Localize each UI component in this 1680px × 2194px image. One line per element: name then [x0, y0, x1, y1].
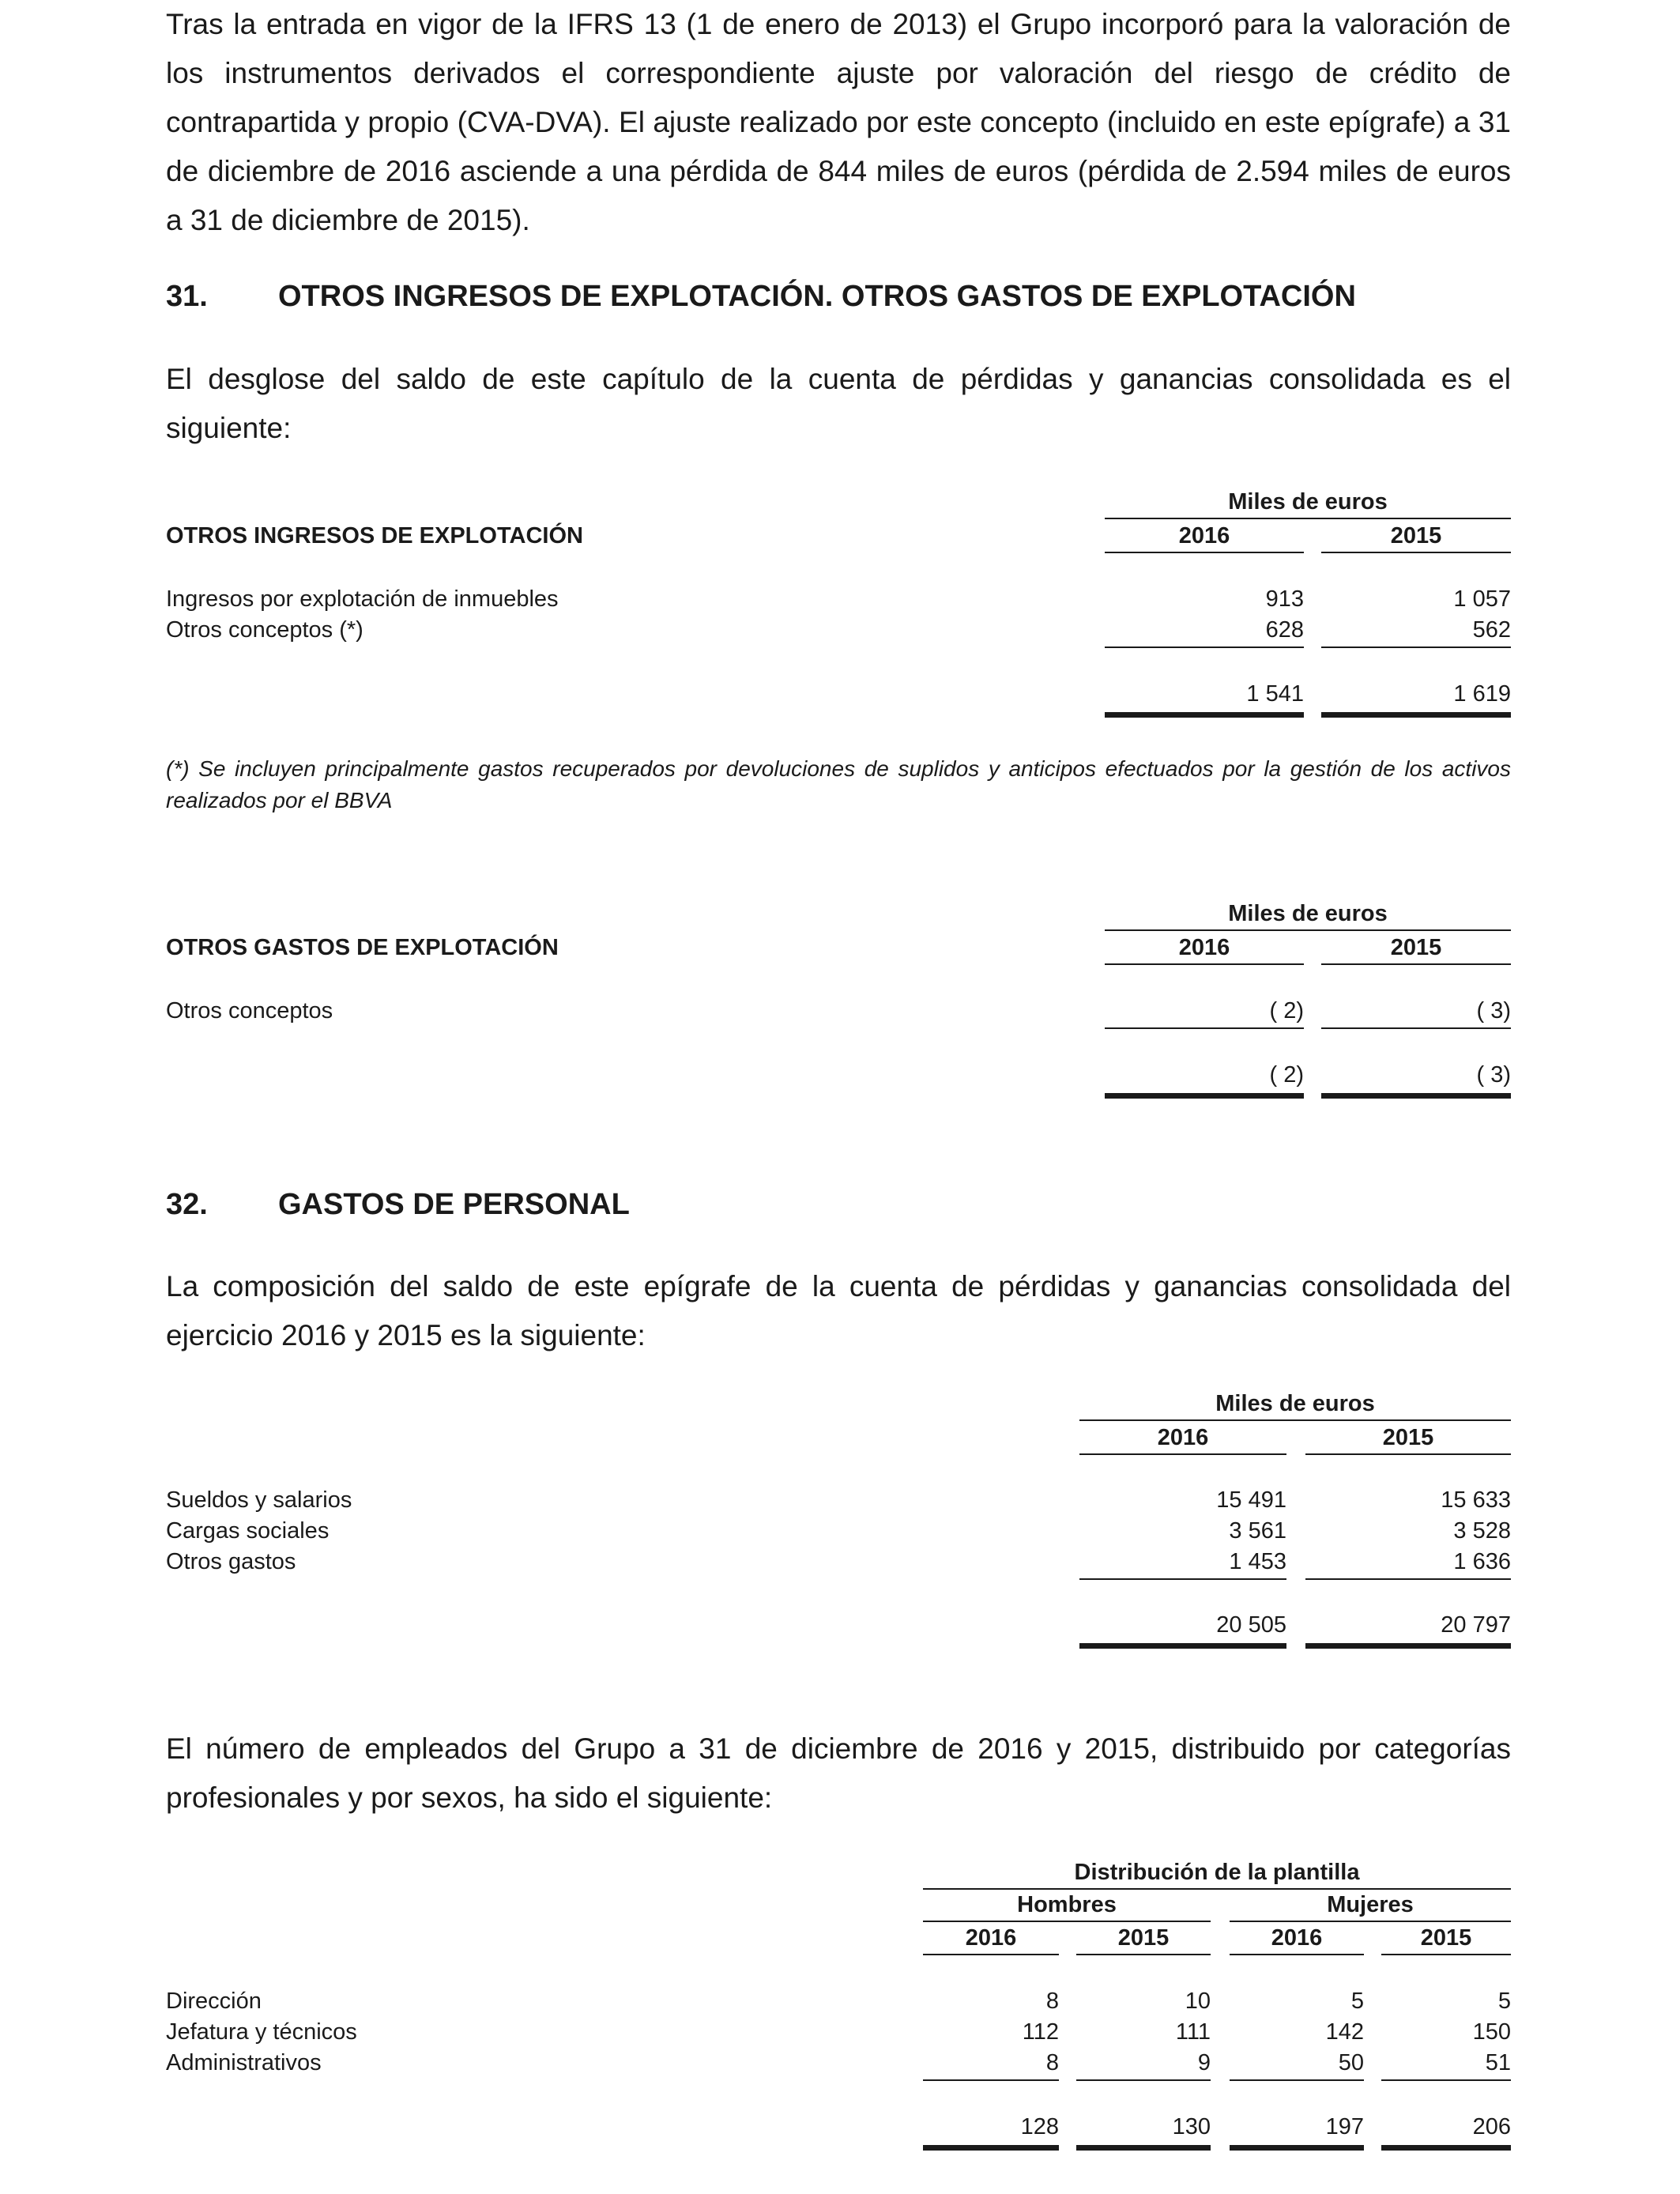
- year-rule: [1321, 552, 1511, 553]
- year-2015-header: 2015: [1390, 523, 1442, 548]
- section-32-paragraph: La composición del saldo de este epígrafe de la cuenta de pérdidas y ganancias consolidada del ejercicio 2016 y 2015 es la siguiente:: [166, 1270, 1511, 1351]
- year-rule: [1381, 1954, 1511, 1955]
- row-label: Otros gastos: [166, 1549, 296, 1574]
- year-rule: [1105, 963, 1304, 965]
- row-label: Sueldos y salarios: [166, 1487, 352, 1513]
- total-2015: ( 3): [1476, 1062, 1511, 1088]
- subtotal-rule: [1305, 1578, 1511, 1580]
- row-label: Cargas sociales: [166, 1518, 330, 1544]
- total-value: 130: [1172, 2114, 1211, 2139]
- year-2015-header: 2015: [1390, 935, 1442, 960]
- row-value-2015: 1 636: [1453, 1549, 1511, 1574]
- year-rule: [1076, 1954, 1211, 1955]
- row-value: 5: [1350, 1989, 1364, 2014]
- section-31-paragraph: El desglose del saldo de este capítulo de la cuenta de pérdidas y ganancias consolidada es el siguiente:: [166, 363, 1511, 444]
- row-value-2015: 562: [1472, 617, 1511, 643]
- total-double-rule: [1321, 1093, 1511, 1099]
- year-rule: [1105, 552, 1304, 553]
- row-value-2016: 3 561: [1229, 1518, 1286, 1544]
- subtotal-rule: [1105, 1027, 1304, 1029]
- header-rule: [1105, 518, 1511, 519]
- table-unit-header: Miles de euros: [1228, 489, 1388, 515]
- total-double-rule: [1105, 1093, 1304, 1099]
- row-value: 51: [1485, 2050, 1511, 2075]
- year-2016-header: 2016: [1178, 523, 1230, 548]
- subtotal-rule: [923, 2079, 1059, 2081]
- year-2016-header: 2016: [1157, 1425, 1209, 1450]
- row-label: Dirección: [166, 1989, 262, 2014]
- intro-paragraph: Tras la entrada en vigor de la IFRS 13 (1 de enero de 2013) el Grupo incorporó para la valoración de los instrumentos derivados el correspondiente ajuste por valoración del riesgo de crédito de contrapartida y propio (CVA-DVA). El ajuste realizado por este concepto (incluido en este epígrafe) a 31 de diciembre de 2016 asciende a una pérdida de 844 miles de euros (pérdida de 2.594 miles de euros a 31 de diciembre de 2015).: [166, 8, 1511, 236]
- subtotal-rule: [1381, 2079, 1511, 2081]
- section-32-title: GASTOS DE PERSONAL: [278, 1188, 630, 1221]
- subtotal-rule: [1230, 2079, 1364, 2081]
- total-2016: 20 505: [1216, 1612, 1286, 1638]
- section-31-number: 31.: [166, 280, 208, 313]
- table-label: OTROS INGRESOS DE EXPLOTACIÓN: [166, 523, 583, 548]
- year-header: 2016: [965, 1925, 1017, 1951]
- year-2016-header: 2016: [1178, 935, 1230, 960]
- row-value: 50: [1338, 2050, 1364, 2075]
- group-header-mujeres: Mujeres: [1327, 1892, 1414, 1917]
- row-value-2016: ( 2): [1269, 998, 1304, 1023]
- group-rule: [923, 1921, 1211, 1922]
- section-32-number: 32.: [166, 1188, 208, 1221]
- row-label: Administrativos: [166, 2050, 322, 2075]
- year-rule: [923, 1954, 1059, 1955]
- row-label: Otros conceptos (*): [166, 617, 363, 643]
- group-rule: [1230, 1921, 1511, 1922]
- subtotal-rule: [1079, 1578, 1286, 1580]
- row-label: Jefatura y técnicos: [166, 2019, 357, 2045]
- header-rule: [1079, 1419, 1511, 1421]
- row-value: 5: [1497, 1989, 1511, 2014]
- year-header: 2015: [1117, 1925, 1170, 1951]
- row-value: 8: [1045, 1989, 1059, 2014]
- row-value-2016: 1 453: [1229, 1549, 1286, 1574]
- total-2015: 20 797: [1441, 1612, 1511, 1638]
- row-value-2015: 1 057: [1453, 586, 1511, 612]
- section-31-title: OTROS INGRESOS DE EXPLOTACIÓN. OTROS GASTOS DE EXPLOTACIÓN: [278, 280, 1356, 313]
- total-double-rule: [1305, 1643, 1511, 1649]
- year-rule: [1230, 1954, 1364, 1955]
- header-rule: [923, 1888, 1511, 1890]
- header-rule: [1105, 929, 1511, 931]
- year-rule: [1305, 1453, 1511, 1455]
- year-rule: [1079, 1453, 1286, 1455]
- table-unit-header: Miles de euros: [1215, 1391, 1375, 1416]
- total-value: 128: [1020, 2114, 1059, 2139]
- total-double-rule: [923, 2145, 1059, 2151]
- row-value: 8: [1045, 2050, 1059, 2075]
- table-label: OTROS GASTOS DE EXPLOTACIÓN: [166, 935, 559, 960]
- year-header: 2015: [1420, 1925, 1472, 1951]
- total-value: 206: [1472, 2114, 1511, 2139]
- row-label: Otros conceptos: [166, 998, 333, 1023]
- total-2016: 1 541: [1246, 681, 1304, 707]
- total-double-rule: [1105, 712, 1304, 718]
- total-double-rule: [1230, 2145, 1364, 2151]
- total-double-rule: [1381, 2145, 1511, 2151]
- row-value: 142: [1325, 2019, 1364, 2045]
- row-label: Ingresos por explotación de inmuebles: [166, 586, 559, 612]
- row-value-2015: ( 3): [1476, 998, 1511, 1023]
- year-rule: [1321, 963, 1511, 965]
- subtotal-rule: [1076, 2079, 1211, 2081]
- year-header: 2016: [1271, 1925, 1323, 1951]
- row-value-2016: 913: [1265, 586, 1304, 612]
- row-value: 9: [1197, 2050, 1211, 2075]
- row-value: 112: [1022, 2019, 1059, 2045]
- row-value: 150: [1472, 2019, 1511, 2045]
- total-double-rule: [1321, 712, 1511, 718]
- year-2015-header: 2015: [1382, 1425, 1434, 1450]
- subtotal-rule: [1321, 647, 1511, 648]
- total-value: 197: [1325, 2114, 1364, 2139]
- row-value-2015: 3 528: [1453, 1518, 1511, 1544]
- total-2016: ( 2): [1269, 1062, 1304, 1088]
- table-unit-header: Miles de euros: [1228, 901, 1388, 926]
- row-value-2015: 15 633: [1441, 1487, 1511, 1513]
- total-2015: 1 619: [1453, 681, 1511, 707]
- subtotal-rule: [1105, 647, 1304, 648]
- row-value-2016: 15 491: [1216, 1487, 1286, 1513]
- subtotal-rule: [1321, 1027, 1511, 1029]
- footnote: (*) Se incluyen principalmente gastos recuperados por devoluciones de suplidos y anticipos efectuados por la gestión de los activos realizados por el BBVA: [166, 756, 1511, 812]
- row-value: 10: [1185, 1989, 1211, 2014]
- table-title: Distribución de la plantilla: [1074, 1860, 1360, 1885]
- section-32-paragraph-2: El número de empleados del Grupo a 31 de diciembre de 2016 y 2015, distribuido por categorías profesionales y por sexos, ha sido el siguiente:: [166, 1732, 1511, 1814]
- row-value: 111: [1175, 2019, 1211, 2045]
- total-double-rule: [1079, 1643, 1286, 1649]
- group-header-hombres: Hombres: [1017, 1892, 1117, 1917]
- total-double-rule: [1076, 2145, 1211, 2151]
- row-value-2016: 628: [1265, 617, 1304, 643]
